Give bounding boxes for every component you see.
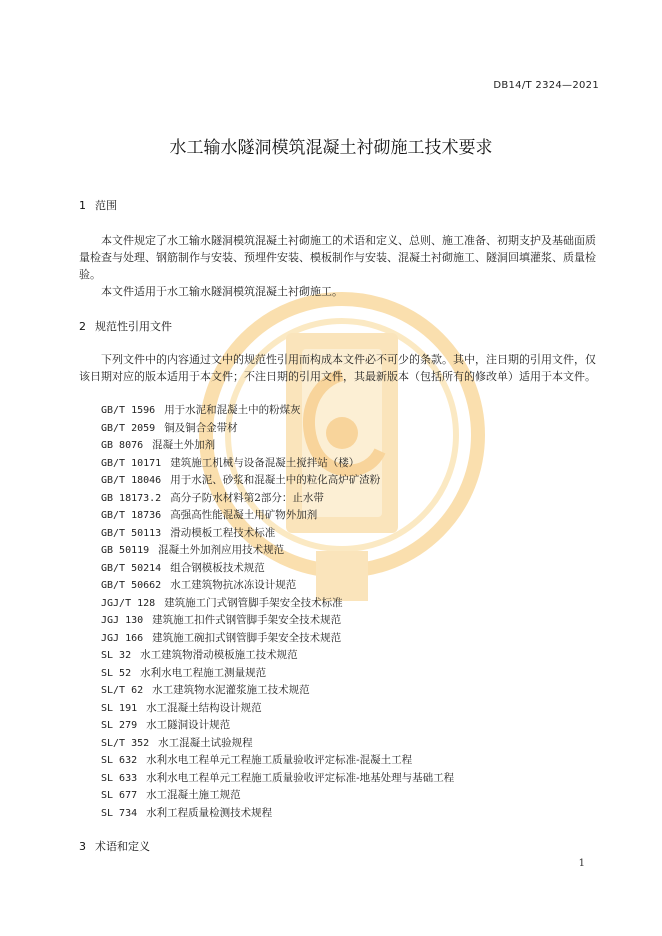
reference-title: 滑动模板工程技术标准 bbox=[170, 526, 276, 539]
scope-paragraph-1: 本文件规定了水工输水隧洞模筑混凝土衬砌施工的术语和定义、总则、施工准备、初期支护及基础面质量检查与处理、钢筋制作与安装、预埋件安装、模板制作与安装、混凝土衬砌施工、隧洞回填灌浆、质量检验。 bbox=[79, 234, 596, 281]
reference-code: GB/T 2059 bbox=[101, 422, 156, 434]
reference-item bbox=[101, 717, 454, 735]
reference-item bbox=[101, 507, 454, 525]
reference-code: GB 8076 bbox=[101, 440, 144, 451]
reference-title: 水工建筑物滑动模板施工技术规范 bbox=[140, 649, 298, 661]
reference-item bbox=[101, 665, 454, 683]
reference-code: JGJ 130 bbox=[101, 615, 144, 626]
section-1-heading bbox=[79, 197, 117, 213]
section-title: 术语和定义 bbox=[95, 840, 150, 853]
reference-code: SL/T 352 bbox=[101, 737, 150, 749]
reference-item bbox=[101, 595, 454, 613]
reference-title: 水利水电工程单元工程施工质量验收评定标准-地基处理与基础工程 bbox=[146, 771, 455, 784]
reference-title: 用于水泥、砂浆和混凝土中的粒化高炉矿渣粉 bbox=[170, 474, 381, 486]
reference-code: SL 677 bbox=[101, 790, 138, 801]
reference-title: 水工混凝土施工规范 bbox=[146, 789, 241, 801]
reference-item bbox=[101, 805, 454, 823]
reference-list bbox=[101, 402, 454, 822]
reference-title: 水工混凝土结构设计规范 bbox=[146, 701, 262, 714]
reference-item bbox=[101, 612, 454, 630]
reference-code: JGJ/T 128 bbox=[101, 597, 156, 609]
reference-code: GB/T 50113 bbox=[101, 527, 162, 539]
standard-code: DB14/T 2324—2021 bbox=[493, 80, 599, 91]
reference-code: GB/T 18736 bbox=[101, 510, 162, 521]
reference-code: GB/T 50214 bbox=[101, 562, 162, 574]
reference-item bbox=[101, 700, 454, 718]
reference-code: GB/T 1596 bbox=[101, 405, 156, 416]
reference-item bbox=[101, 455, 454, 473]
reference-item bbox=[101, 735, 454, 753]
reference-item bbox=[101, 647, 454, 665]
reference-code: SL 32 bbox=[101, 650, 132, 661]
reference-item bbox=[101, 525, 454, 543]
reference-item bbox=[101, 630, 454, 648]
reference-item bbox=[101, 402, 454, 420]
section-title: 规范性引用文件 bbox=[95, 320, 172, 333]
reference-title: 建筑施工碗扣式钢管脚手架安全技术规范 bbox=[152, 631, 342, 644]
reference-item bbox=[101, 577, 454, 595]
reference-title: 建筑施工机械与设备混凝土搅拌站（楼） bbox=[170, 456, 360, 469]
reference-code: SL 633 bbox=[101, 772, 138, 784]
reference-item bbox=[101, 542, 454, 560]
normative-references-intro: 下列文件中的内容通过文中的规范性引用而构成本文件必不可少的条款。其中，注日期的引用文件，仅该日期对应的版本适用于本文件；不注日期的引用文件，其最新版本（包括所有的修改单）适用于本文件。 bbox=[79, 353, 596, 383]
reference-code: SL 734 bbox=[101, 807, 138, 819]
reference-code: GB/T 18046 bbox=[101, 475, 162, 486]
reference-code: GB/T 50662 bbox=[101, 580, 162, 591]
reference-title: 水利水电工程单元工程施工质量验收评定标准-混凝土工程 bbox=[146, 754, 413, 766]
reference-code: SL 632 bbox=[101, 755, 138, 766]
document-title: 水工输水隧洞模筑混凝土衬砌施工技术要求 bbox=[169, 138, 493, 158]
section-number: 1 bbox=[79, 199, 86, 212]
reference-title: 水利工程质量检测技术规程 bbox=[146, 806, 273, 819]
reference-title: 铜及铜合金带材 bbox=[164, 421, 238, 434]
reference-item bbox=[101, 560, 454, 578]
reference-item bbox=[101, 787, 454, 805]
reference-code: GB 18173.2 bbox=[101, 492, 162, 504]
reference-title: 用于水泥和混凝土中的粉煤灰 bbox=[164, 404, 301, 416]
reference-item bbox=[101, 472, 454, 490]
reference-title: 高分子防水材料第2部分：止水带 bbox=[170, 491, 324, 504]
reference-title: 建筑施工门式钢管脚手架安全技术标准 bbox=[164, 596, 343, 609]
reference-item bbox=[101, 682, 454, 700]
reference-code: GB/T 10171 bbox=[101, 457, 162, 469]
reference-title: 水工建筑物抗冰冻设计规范 bbox=[170, 579, 297, 591]
reference-title: 水利水电工程施工测量规范 bbox=[140, 666, 267, 679]
reference-title: 混凝土外加剂应用技术规范 bbox=[158, 544, 285, 556]
section-number: 3 bbox=[79, 840, 86, 853]
section-2-heading bbox=[79, 318, 172, 334]
reference-code: JGJ 166 bbox=[101, 632, 144, 644]
reference-item bbox=[101, 770, 454, 788]
reference-title: 组合钢模板技术规范 bbox=[170, 561, 265, 574]
section-number: 2 bbox=[79, 320, 86, 333]
reference-code: SL 191 bbox=[101, 702, 138, 714]
reference-code: SL 52 bbox=[101, 667, 132, 679]
reference-title: 混凝土外加剂 bbox=[152, 439, 216, 451]
reference-code: SL/T 62 bbox=[101, 685, 144, 696]
section-3-heading bbox=[79, 838, 150, 854]
section-title: 范围 bbox=[95, 199, 117, 212]
scope-paragraph-2: 本文件适用于水工输水隧洞模筑混凝土衬砌施工。 bbox=[101, 285, 343, 298]
reference-item bbox=[101, 437, 454, 455]
reference-title: 高强高性能混凝土用矿物外加剂 bbox=[170, 509, 318, 521]
reference-item bbox=[101, 490, 454, 508]
reference-title: 建筑施工扣件式钢管脚手架安全技术规范 bbox=[152, 614, 342, 626]
reference-code: SL 279 bbox=[101, 720, 138, 731]
reference-item bbox=[101, 420, 454, 438]
reference-code: GB 50119 bbox=[101, 545, 150, 556]
reference-item bbox=[101, 752, 454, 770]
page-number: 1 bbox=[578, 858, 585, 869]
reference-title: 水工混凝土试验规程 bbox=[158, 736, 253, 749]
reference-title: 水工建筑物水泥灌浆施工技术规范 bbox=[152, 684, 310, 696]
reference-title: 水工隧洞设计规范 bbox=[146, 719, 231, 731]
